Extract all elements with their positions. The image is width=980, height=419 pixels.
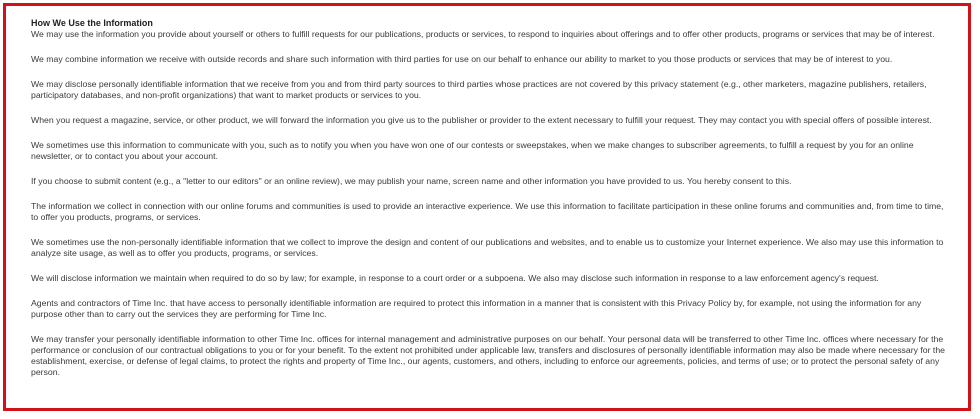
paragraph-non-personal-info: We sometimes use the non-personally identifiable information that we collect to improve the design and content of our publications and websites, and to enable us to customize your Internet experience. We also may use this information to analyze site usage, as well as to offer you products, programs, or services. [31,237,944,258]
paragraph-forward-publisher: When you request a magazine, service, or other product, we will forward the information you give us to the publisher or provider to the extent necessary to fulfill your request. They may contact you with special offers of possible interest. [31,115,932,125]
paragraph-legal-disclosure: We will disclose information we maintain when required to do so by law; for example, in response to a court order or a subpoena. We also may disclose such information in response to a law enforcement agency's request. [31,273,879,283]
paragraph-disclose-third-parties: We may disclose personally identifiable information that we receive from you and from third party sources to third parties whose practices are not covered by this privacy statement (e.g., other marketers, magazine publishers, retailers, participatory databases, and non-profit organizations) that want to market products or services to you. [31,79,927,100]
paragraph-combine-information: We may combine information we receive with outside records and share such information with third parties for use on our behalf to enhance our ability to market to you those products or services that may be of interest to you. [31,54,893,64]
privacy-section [31,18,949,392]
highlight-frame [3,3,971,411]
paragraph-agents-contractors: Agents and contractors of Time Inc. that have access to personally identifiable information are required to protect this information in a manner that is consistent with this Privacy Policy by, for example, not using the information for any purpose other than to carry out the services they are performing for Time Inc. [31,298,922,319]
section-heading: How We Use the Information [31,18,153,28]
paragraph-use-information: We may use the information you provide about yourself or others to fulfill requests for our publications, products or services, to respond to inquiries about offerings and to offer other products, programs or services that may be of interest. [31,29,935,39]
paragraph-communicate: We sometimes use this information to communicate with you, such as to notify you when you have won one of our contests or sweepstakes, when we make changes to subscriber agreements, to fulfill a request by you for an online newsletter, or to contact you about your account. [31,140,914,161]
paragraph-submit-content: If you choose to submit content (e.g., a "letter to our editors" or an online review), we may publish your name, screen name and other information you have provided to us. You hereby consent to this. [31,176,792,186]
paragraph-transfer-offices: We may transfer your personally identifiable information to other Time Inc. offices for internal management and administrative purposes on our behalf. Your personal data will be transferred to other Time Inc. offices where necessary for the performance or conclusion of our contractual obligations to you or for your benefit. To the extent not prohibited under applicable law, transfers and disclosures of personally identifiable information may also be made where necessary for the establishment, exercise, or defense of legal claims, to protect the rights and property of Time Inc., our agents, customers, and others, including to enforce our agreements, policies, and terms of use; or to protect the personal safety of any person. [31,334,945,377]
paragraph-online-forums: The information we collect in connection with our online forums and communities is used to provide an interactive experience. We use this information to facilitate participation in these online forums and communities and, from time to time, to offer you products, programs, or services. [31,201,944,222]
